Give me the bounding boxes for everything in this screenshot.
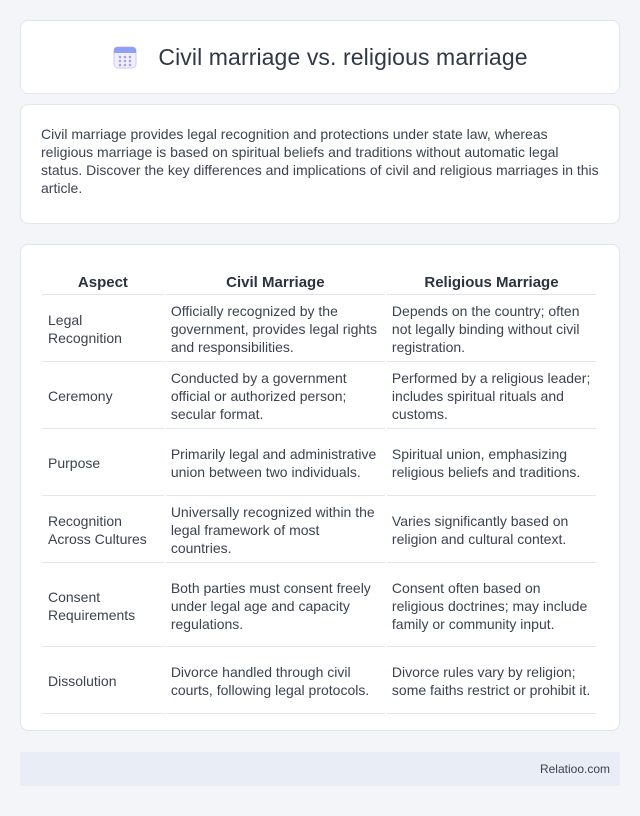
row-aspect: Dissolution xyxy=(42,649,164,714)
header-civil-marriage: Civil Marriage xyxy=(166,267,385,295)
row-religious: Divorce rules vary by religion; some faiths restrict or prohibit it. xyxy=(387,649,596,714)
title-card xyxy=(20,20,620,94)
table-row xyxy=(42,565,596,647)
table-row xyxy=(42,431,596,496)
row-civil: Universally recognized within the legal framework of most countries. xyxy=(166,498,385,563)
row-aspect: Purpose xyxy=(42,431,164,496)
table-row xyxy=(42,297,596,362)
calendar-icon xyxy=(112,44,138,70)
row-religious: Varies significantly based on religion and cultural context. xyxy=(387,498,596,563)
page-title: Civil marriage vs. religious marriage xyxy=(158,43,528,70)
footer xyxy=(20,752,620,786)
footer-brand: Relatioo.com xyxy=(539,762,610,776)
header-aspect: Aspect xyxy=(42,267,164,295)
row-civil: Officially recognized by the government, provides legal rights and responsibilities. xyxy=(166,297,385,362)
header-religious-marriage: Religious Marriage xyxy=(387,267,596,295)
table-header-row xyxy=(42,267,596,295)
row-civil: Conducted by a government official or authorized person; secular format. xyxy=(166,364,385,429)
table-card xyxy=(20,244,620,731)
table-row xyxy=(42,498,596,563)
intro-text: Civil marriage provides legal recognition and protections under state law, whereas religious marriage is based on spiritual beliefs and traditions without automatic legal status. Discover the key differences and implications of civil and religious marriages in this article. xyxy=(41,126,599,196)
row-religious: Performed by a religious leader; includes spiritual rituals and customs. xyxy=(387,364,596,429)
intro-card xyxy=(20,104,620,224)
table-row xyxy=(42,364,596,429)
title-wrap xyxy=(112,44,527,71)
row-aspect: Ceremony xyxy=(42,364,164,429)
row-religious: Consent often based on religious doctrines; may include family or community input. xyxy=(387,565,596,647)
comparison-table xyxy=(40,265,598,716)
row-civil: Both parties must consent freely under legal age and capacity regulations. xyxy=(166,565,385,647)
row-aspect: Consent Requirements xyxy=(42,565,164,647)
row-aspect: Recognition Across Cultures xyxy=(42,498,164,563)
row-aspect: Legal Recognition xyxy=(42,297,164,362)
row-religious: Depends on the country; often not legally binding without civil registration. xyxy=(387,297,596,362)
row-religious: Spiritual union, emphasizing religious beliefs and traditions. xyxy=(387,431,596,496)
row-civil: Divorce handled through civil courts, following legal protocols. xyxy=(166,649,385,714)
table-row xyxy=(42,649,596,714)
row-civil: Primarily legal and administrative union between two individuals. xyxy=(166,431,385,496)
